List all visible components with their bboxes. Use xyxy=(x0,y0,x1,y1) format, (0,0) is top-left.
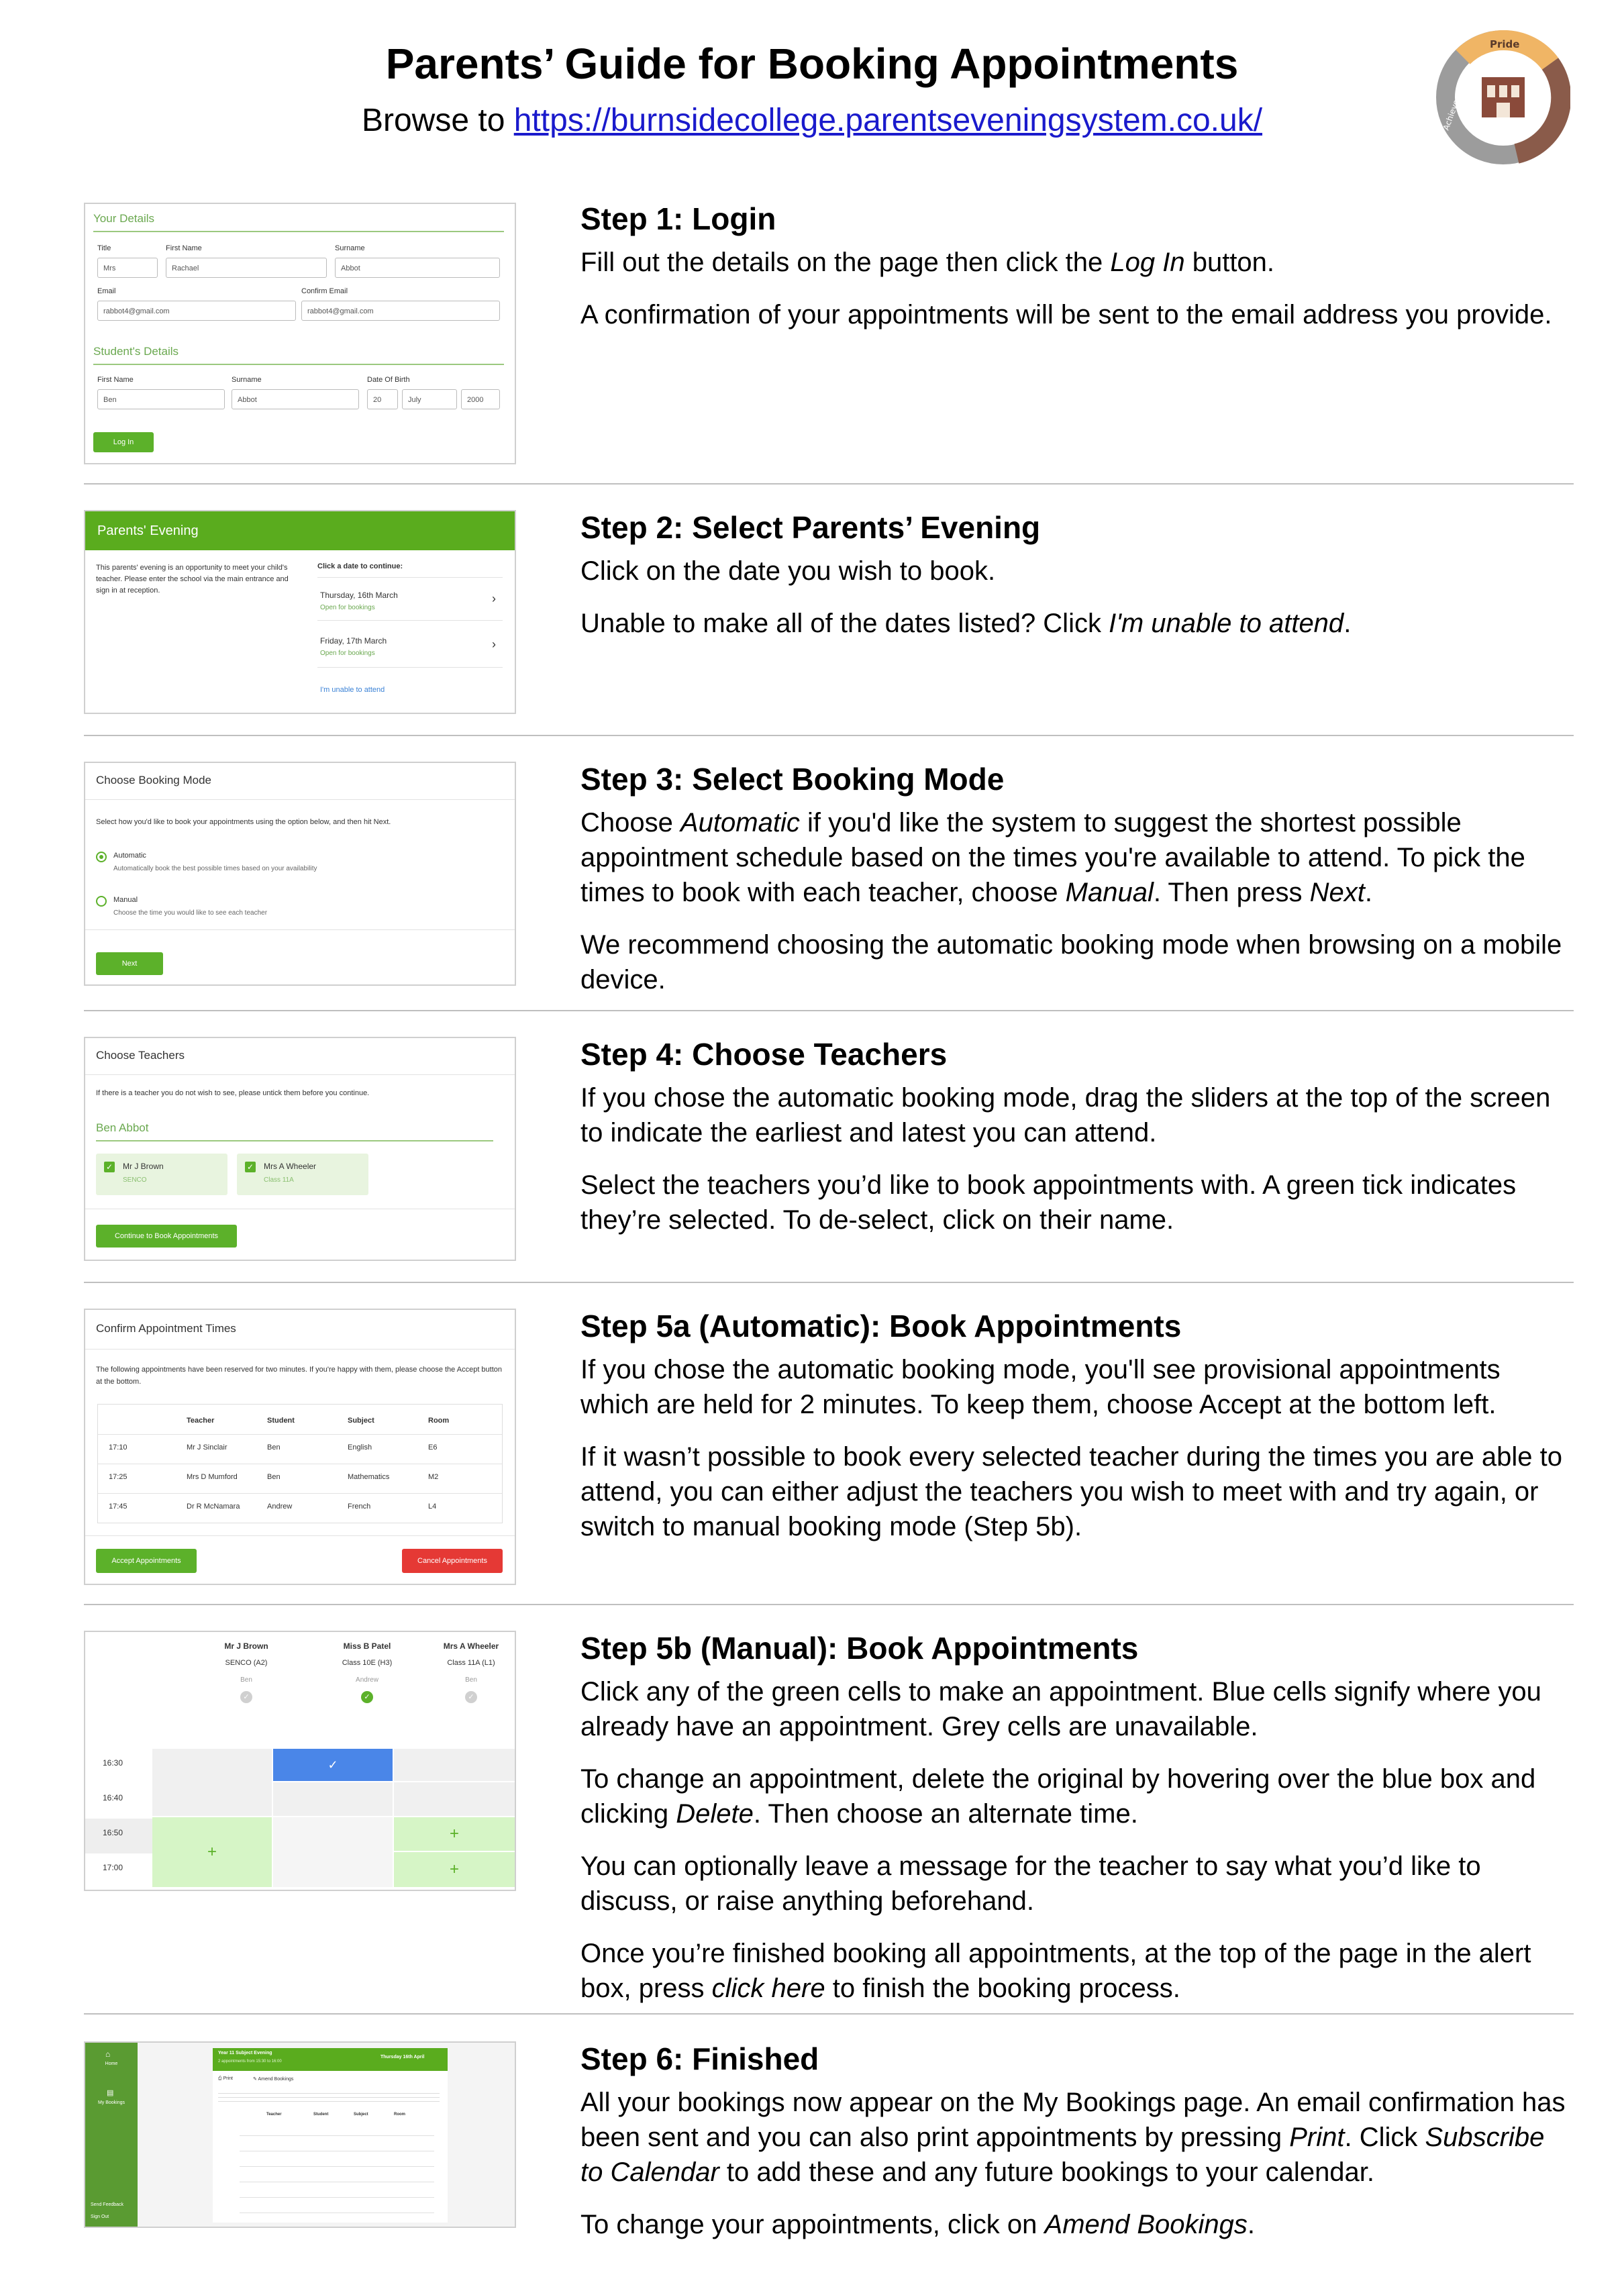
time-label: 16:40 xyxy=(103,1793,123,1802)
my-bookings-screenshot xyxy=(84,2041,516,2228)
step-para: If you chose the automatic booking mode, drag the sliders at the top of the screen to indicate the earliest and latest you can attend. xyxy=(580,1082,1551,1148)
booking-mode-screenshot xyxy=(84,762,516,986)
continue-to-book-button[interactable]: Continue to Book Appointments xyxy=(96,1225,237,1248)
logo-achievement-text: Achievement xyxy=(1441,79,1468,132)
checkmark-icon: ✓ xyxy=(104,1162,115,1172)
dob-label: Date Of Birth xyxy=(367,376,410,384)
step-para: Click on the date you wish to book. xyxy=(580,556,996,586)
step-para: Unable to make all of the dates listed? Click I'm unable to attend. xyxy=(580,608,1352,638)
step-para: To change an appointment, delete the original by hovering over the blue box and clicking Delete. Then choose an alternate time. xyxy=(580,1764,1536,1829)
first-name-input[interactable]: Rachael xyxy=(166,258,327,278)
divider xyxy=(317,577,503,578)
your-details-heading: Your Details xyxy=(93,212,155,225)
col-subject: Subject xyxy=(354,2113,368,2117)
table-row: 17:25 Mrs D Mumford Ben Mathematics M2 xyxy=(109,1473,439,1481)
grid-teacher-3-class: Class 11A (L1) xyxy=(447,1659,495,1667)
grid-teacher-3-student: Ben xyxy=(465,1676,477,1684)
unavailable-cell xyxy=(152,1749,272,1816)
bookings-table-rows xyxy=(240,2121,434,2215)
choose-teachers-heading: Choose Teachers xyxy=(96,1049,185,1062)
logo-pride-text: Pride xyxy=(1490,38,1520,50)
step-para: A confirmation of your appointments will be sent to the email address you provide. xyxy=(580,299,1552,329)
divider xyxy=(85,1535,515,1536)
unable-to-attend-link[interactable]: I'm unable to attend xyxy=(320,686,385,694)
chevron-right-icon[interactable]: › xyxy=(492,592,496,605)
student-surname-label: Surname xyxy=(232,376,262,384)
divider xyxy=(93,364,504,365)
step-para: You can optionally leave a message for the teacher to say what you’d like to discuss, or raise anything beforehand. xyxy=(580,1851,1481,1916)
document-header xyxy=(0,40,1624,139)
step-5a-section xyxy=(84,1282,1574,1605)
automatic-label: Automatic xyxy=(113,852,146,860)
step-3-section xyxy=(84,735,1574,1011)
student-details-heading: Student's Details xyxy=(93,345,179,358)
step-6-text xyxy=(580,2041,1574,2259)
step-para: If it wasn’t possible to book every selected teacher during the times you are able to attend, you can either adjust the teachers you wish to meet with and try again, or switch to manual booking mode (Step 5b). xyxy=(580,1441,1563,1541)
dob-day-select[interactable]: 20 xyxy=(367,389,398,409)
step-1-section xyxy=(84,201,1574,483)
manual-booking-grid-screenshot xyxy=(84,1631,516,1891)
grid-teacher-1-name: Mr J Brown xyxy=(224,1641,268,1651)
step-title: Step 4: Choose Teachers xyxy=(580,1037,948,1072)
home-icon[interactable]: ⌂ xyxy=(105,2049,111,2059)
teacher-2-role: Class 11A xyxy=(264,1176,294,1184)
time-label: 16:30 xyxy=(103,1758,123,1768)
selected-check-icon: ✓ xyxy=(361,1691,373,1703)
date-option-1[interactable]: Thursday, 16th March xyxy=(320,591,398,600)
intro-text: This parents' evening is an opportunity to meet your child's teacher. Please enter the school via the main entrance and sign in at reception. xyxy=(96,564,289,595)
student-surname-input[interactable]: Abbot xyxy=(232,389,359,409)
step-2-section xyxy=(84,483,1574,736)
appointments-table xyxy=(97,1404,503,1523)
step-5a-text xyxy=(580,1309,1574,1562)
click-date-label: Click a date to continue: xyxy=(317,562,403,570)
surname-label: Surname xyxy=(335,244,365,252)
grid-teacher-3-name: Mrs A Wheeler xyxy=(443,1641,499,1651)
nav-my-bookings[interactable]: My Bookings xyxy=(97,2100,125,2105)
step-3-text xyxy=(580,762,1574,1015)
manual-label: Manual xyxy=(113,896,138,904)
banner-subtitle: 2 appointments from 15:30 to 16:00 xyxy=(218,2059,282,2064)
step-para: If you chose the automatic booking mode, you'll see provisional appointments which are held for 2 minutes. To keep them, choose Accept at the bottom left. xyxy=(580,1354,1501,1419)
unavailable-cell xyxy=(394,1749,515,1781)
confirm-appointments-screenshot xyxy=(84,1309,516,1585)
step-para: Choose Automatic if you'd like the system to suggest the shortest possible appointment schedule based on the times you're available to attend. To pick the times to book with each teacher, choose Manual. Then press Next. xyxy=(580,807,1525,907)
available-cell[interactable]: + xyxy=(152,1817,272,1887)
nav-home[interactable]: Home xyxy=(105,2062,118,2066)
document-icon[interactable]: ▤ xyxy=(107,2089,114,2097)
email-label: Email xyxy=(97,287,116,295)
dob-year-select[interactable]: 2000 xyxy=(461,389,500,409)
confirm-email-label: Confirm Email xyxy=(301,287,348,295)
divider xyxy=(85,929,515,930)
print-button[interactable]: ⎙ Print xyxy=(218,2076,233,2081)
school-values-logo xyxy=(1436,30,1570,164)
intro-text-lines xyxy=(218,2090,440,2104)
divider xyxy=(85,1074,515,1075)
table-row: 17:45 Dr R McNamara Andrew French L4 xyxy=(109,1503,437,1511)
student-first-name-label: First Name xyxy=(97,376,134,384)
choose-teachers-screenshot xyxy=(84,1037,516,1261)
divider xyxy=(96,1140,493,1141)
col-room: Room xyxy=(394,2113,405,2117)
step-5b-text xyxy=(580,1631,1574,2023)
col-subject: Subject xyxy=(348,1417,374,1425)
step-title: Step 6: Finished xyxy=(580,2041,819,2076)
dob-month-select[interactable]: July xyxy=(402,389,457,409)
grid-teacher-2-class: Class 10E (H3) xyxy=(342,1659,393,1667)
divider xyxy=(85,1349,515,1350)
divider xyxy=(317,620,503,621)
date-1-status: Open for bookings xyxy=(320,604,375,611)
unavailable-cell xyxy=(273,1817,393,1887)
bookings-panel xyxy=(213,2048,448,2223)
booking-mode-heading: Choose Booking Mode xyxy=(96,774,212,786)
nav-sign-out[interactable]: Sign Out xyxy=(91,2215,109,2219)
unavailable-cell xyxy=(394,1782,515,1816)
amend-bookings-button[interactable]: ✎ Amend Bookings xyxy=(253,2077,294,2082)
step-2-text xyxy=(580,510,1574,658)
unavailable-cell xyxy=(273,1782,393,1816)
teacher-2-name: Mrs A Wheeler xyxy=(264,1162,317,1171)
automatic-description: Automatically book the best possible times based on your availability xyxy=(113,865,317,872)
grid-teacher-2-name: Miss B Patel xyxy=(343,1641,391,1651)
step-para: Select the teachers you’d like to book appointments with. A green tick indicates they’re selected. To de-select, click on their name. xyxy=(580,1170,1517,1235)
student-name-heading: Ben Abbot xyxy=(96,1121,149,1134)
checkmark-icon: ✓ xyxy=(245,1162,256,1172)
step-title: Step 3: Select Booking Mode xyxy=(580,762,1005,797)
step-para: Click any of the green cells to make an appointment. Blue cells signify where you already have an appointment. Grey cells are unavailable. xyxy=(580,1676,1541,1741)
step-title: Step 1: Login xyxy=(580,201,776,236)
accept-appointments-button[interactable]: Accept Appointments xyxy=(96,1549,197,1573)
surname-input[interactable]: Abbot xyxy=(335,258,500,278)
title-label: Title xyxy=(97,244,111,252)
time-label: 17:00 xyxy=(103,1863,123,1872)
step-title: Step 2: Select Parents’ Evening xyxy=(580,510,1041,545)
step-para: We recommend choosing the automatic booking mode when browsing on a mobile device. xyxy=(580,929,1562,995)
site-url-link[interactable]: https://burnsidecollege.parentseveningsystem.co.uk/ xyxy=(513,103,1263,139)
title-select[interactable]: Mrs xyxy=(97,258,158,278)
pencil-icon: ✎ xyxy=(253,2077,257,2082)
divider xyxy=(93,231,504,232)
student-first-name-input[interactable]: Ben xyxy=(97,389,225,409)
step-para: All your bookings now appear on the My Bookings page. An email confirmation has been sent and you can also print appointments by pressing Print. Click Subscribe to Calendar to add these and any future bookings to your calendar. xyxy=(580,2087,1566,2187)
browse-prefix: Browse to xyxy=(361,103,514,139)
step-title: Step 5b (Manual): Book Appointments xyxy=(580,1631,1139,1666)
unselected-check-icon: ✓ xyxy=(240,1691,252,1703)
col-student: Student xyxy=(313,2113,329,2117)
email-input[interactable]: rabbot4@gmail.com xyxy=(97,301,296,321)
sidebar xyxy=(85,2043,138,2227)
grid-teacher-1-class: SENCO (A2) xyxy=(225,1659,268,1667)
print-icon: ⎙ xyxy=(218,2076,222,2081)
parents-evening-bar: Parents' Evening xyxy=(85,511,515,550)
available-cell[interactable]: + xyxy=(394,1852,515,1887)
chevron-right-icon[interactable]: › xyxy=(492,638,496,651)
unselected-check-icon: ✓ xyxy=(465,1691,477,1703)
teacher-1-role: SENCO xyxy=(123,1176,147,1184)
cancel-appointments-button[interactable]: Cancel Appointments xyxy=(402,1549,503,1573)
teacher-card-2[interactable] xyxy=(237,1154,368,1195)
log-in-button[interactable]: Log In xyxy=(93,432,154,452)
step-para: Once you’re finished booking all appointments, at the top of the page in the alert box, press click here to finish the booking process. xyxy=(580,1938,1531,2003)
step-5b-section xyxy=(84,1604,1574,2015)
next-button[interactable]: Next xyxy=(96,952,163,975)
page-title: Parents’ Guide for Booking Appointments xyxy=(385,40,1239,88)
nav-send-feedback[interactable]: Send Feedback xyxy=(91,2202,124,2207)
grid-teacher-2-student: Andrew xyxy=(356,1676,378,1684)
manual-radio[interactable] xyxy=(96,896,107,907)
confirm-email-input[interactable]: rabbot4@gmail.com xyxy=(301,301,500,321)
col-room: Room xyxy=(428,1417,450,1425)
confirm-times-intro: The following appointments have been reserved for two minutes. If you're happy with them, please choose the Accept button at the bottom. xyxy=(96,1366,503,1386)
step-4-text xyxy=(580,1037,1574,1255)
teacher-card-1[interactable] xyxy=(96,1154,227,1195)
col-student: Student xyxy=(267,1417,295,1425)
confirm-times-heading: Confirm Appointment Times xyxy=(96,1322,236,1335)
bookings-banner xyxy=(213,2048,448,2071)
booked-appointment-cell[interactable]: ✓ xyxy=(273,1749,393,1781)
banner-date: Thursday 16th April xyxy=(380,2055,425,2059)
col-teacher: Teacher xyxy=(266,2113,282,2117)
teacher-1-name: Mr J Brown xyxy=(123,1162,164,1171)
step-4-section xyxy=(84,1010,1574,1283)
step-title: Step 5a (Automatic): Book Appointments xyxy=(580,1309,1182,1343)
first-name-label: First Name xyxy=(166,244,202,252)
banner-title: Year 11 Subject Evening xyxy=(218,2051,272,2055)
booking-mode-intro: Select how you'd like to book your appointments using the option below, and then hit Next. xyxy=(96,818,391,826)
available-cell[interactable]: + xyxy=(394,1817,515,1851)
step-para: To change your appointments, click on Amend Bookings. xyxy=(580,2209,1256,2239)
col-teacher: Teacher xyxy=(187,1417,215,1425)
choose-teachers-intro: If there is a teacher you do not wish to see, please untick them before you continue. xyxy=(96,1089,370,1097)
date-option-2[interactable]: Friday, 17th March xyxy=(320,636,387,646)
login-screenshot xyxy=(84,203,516,464)
date-2-status: Open for bookings xyxy=(320,650,375,657)
table-row: 17:10 Mr J Sinclair Ben English E6 xyxy=(109,1443,438,1452)
step-1-text xyxy=(580,201,1574,350)
automatic-radio[interactable] xyxy=(96,852,107,862)
logo-respect-text: Respect xyxy=(1530,99,1552,132)
browse-line xyxy=(0,102,1624,139)
manual-description: Choose the time you would like to see each teacher xyxy=(113,909,268,917)
step-6-section xyxy=(84,2013,1574,2283)
parents-evening-screenshot xyxy=(84,510,516,714)
divider xyxy=(85,799,515,800)
divider xyxy=(317,667,503,668)
step-para: Fill out the details on the page then click the Log In button. xyxy=(580,247,1275,277)
grid-teacher-1-student: Ben xyxy=(240,1676,252,1684)
time-label: 16:50 xyxy=(103,1828,123,1837)
